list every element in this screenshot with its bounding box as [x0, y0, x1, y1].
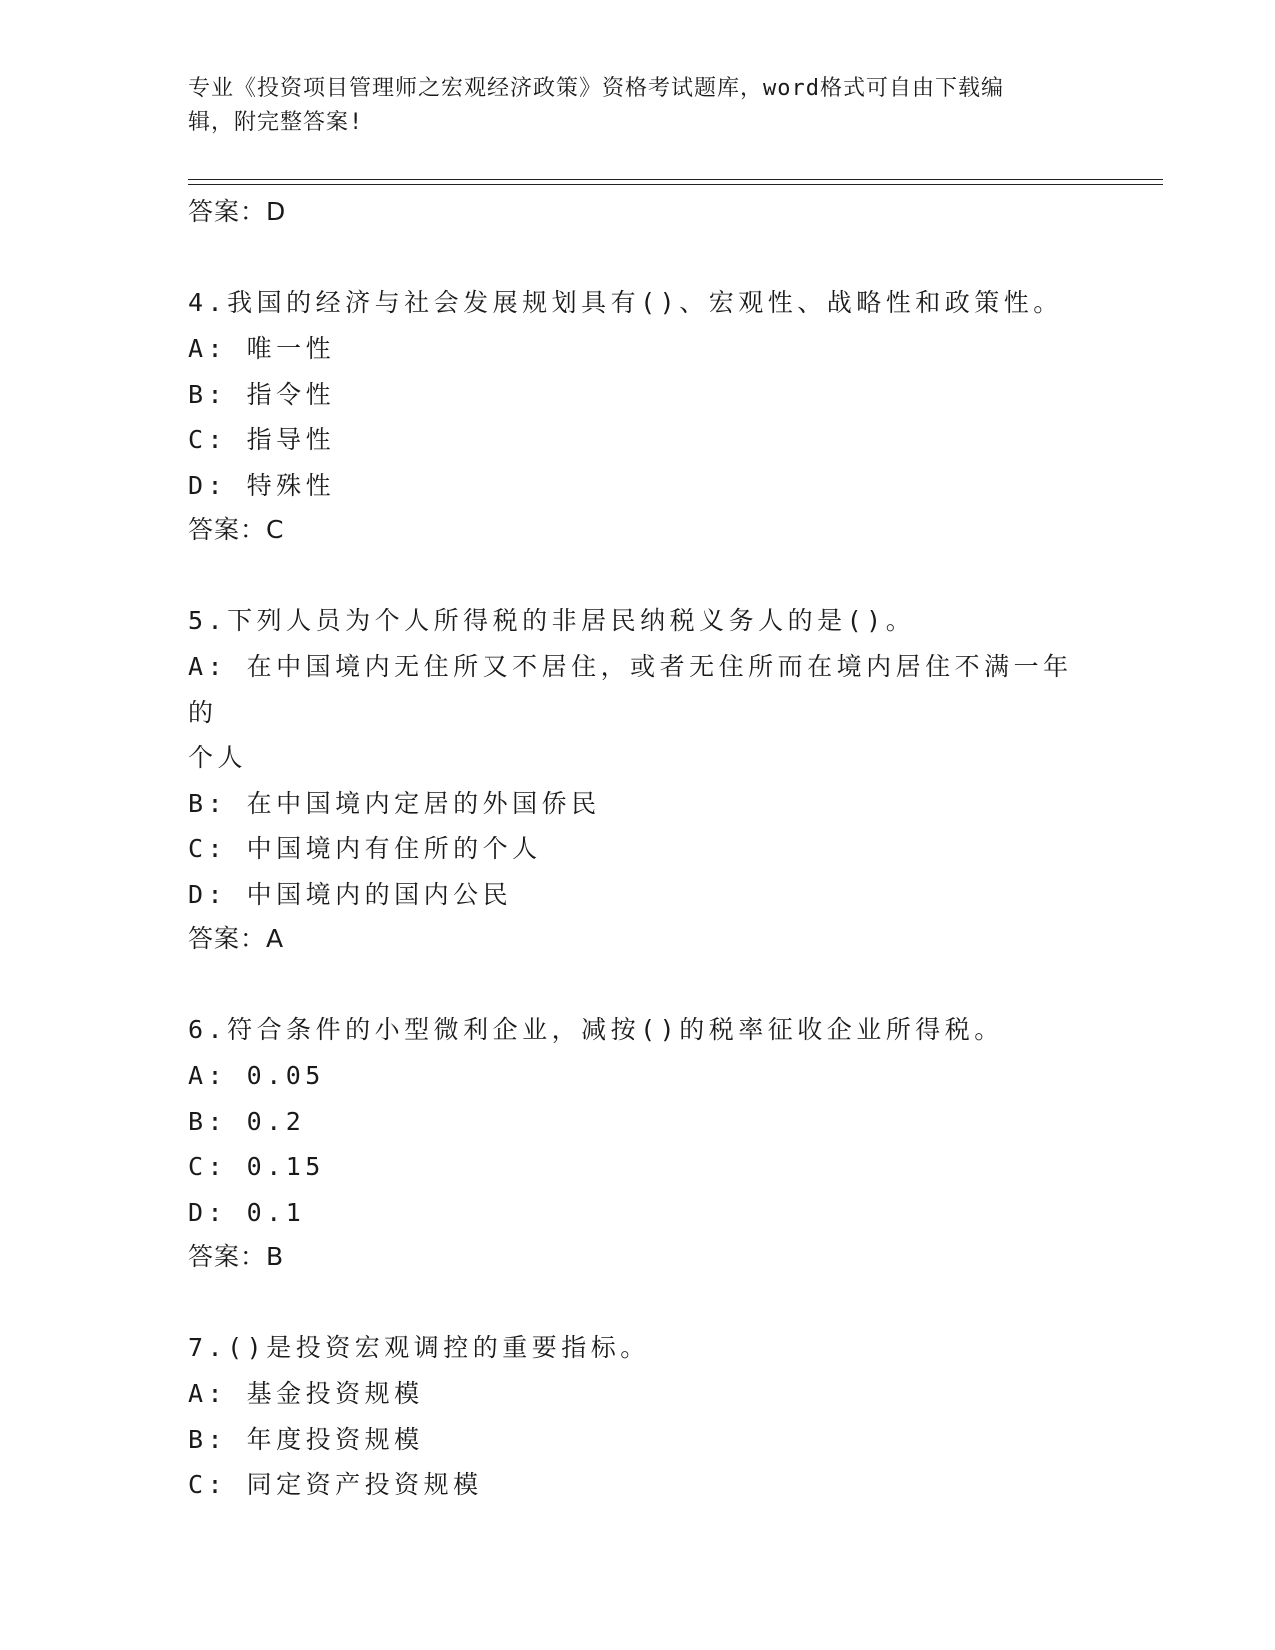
- answer-q5: 答案：A: [188, 924, 285, 953]
- question-4-option-c: C: 指导性: [188, 425, 336, 454]
- question-7-option-b: B: 年度投资规模: [188, 1424, 424, 1454]
- question-6: [188, 1007, 1088, 1279]
- question-5-text: 5.下列人员为个人所得税的非居民纳税义务人的是()。: [188, 606, 916, 635]
- question-7: [188, 1325, 1088, 1508]
- question-6-text: 6.符合条件的小型微利企业，减按()的税率征收企业所得税。: [188, 1015, 1004, 1044]
- answer-q4: 答案：C: [188, 515, 285, 544]
- question-4-text: 4.我国的经济与社会发展规划具有()、宏观性、战略性和政策性。: [188, 288, 1063, 317]
- header-divider-bottom: [188, 184, 1163, 185]
- question-5-option-b: B: 在中国境内定居的外国侨民: [188, 788, 601, 818]
- question-6-option-d: D: 0.1: [188, 1197, 306, 1227]
- answer-q6: 答案：B: [188, 1242, 285, 1271]
- question-4-option-d: D: 特殊性: [188, 470, 336, 500]
- question-5: [188, 598, 1088, 961]
- question-4-option-b: B: 指令性: [188, 379, 336, 409]
- question-5-option-a-line2: 个人: [188, 743, 248, 772]
- question-7-option-a: A: 基金投资规模: [188, 1379, 424, 1408]
- question-6-option-b: B: 0.2: [188, 1106, 306, 1136]
- question-4-option-a: A: 唯一性: [188, 334, 336, 363]
- document-header: [188, 72, 1068, 140]
- header-line-1: 专业《投资项目管理师之宏观经济政策》资格考试题库，word格式可自由下载编: [188, 76, 1004, 101]
- question-7-option-c: C: 同定资产投资规模: [188, 1470, 483, 1499]
- question-6-option-a: A: 0.05: [188, 1061, 325, 1090]
- question-4: [188, 280, 1088, 552]
- question-6-option-c: C: 0.15: [188, 1152, 325, 1181]
- header-divider-top: [188, 179, 1163, 180]
- question-5-option-d: D: 中国境内的国内公民: [188, 879, 513, 909]
- question-5-option-a-line1: A: 在中国境内无住所又不居住，或者无住所而在境内居住不满一年的: [188, 652, 1073, 727]
- answer-q3: 答案：D: [188, 197, 287, 226]
- header-line-2: 辑，附完整答案!: [188, 110, 364, 135]
- document-body: [188, 190, 1088, 1508]
- question-5-option-c: C: 中国境内有住所的个人: [188, 834, 542, 863]
- question-7-text: 7.()是投资宏观调控的重要指标。: [188, 1333, 650, 1362]
